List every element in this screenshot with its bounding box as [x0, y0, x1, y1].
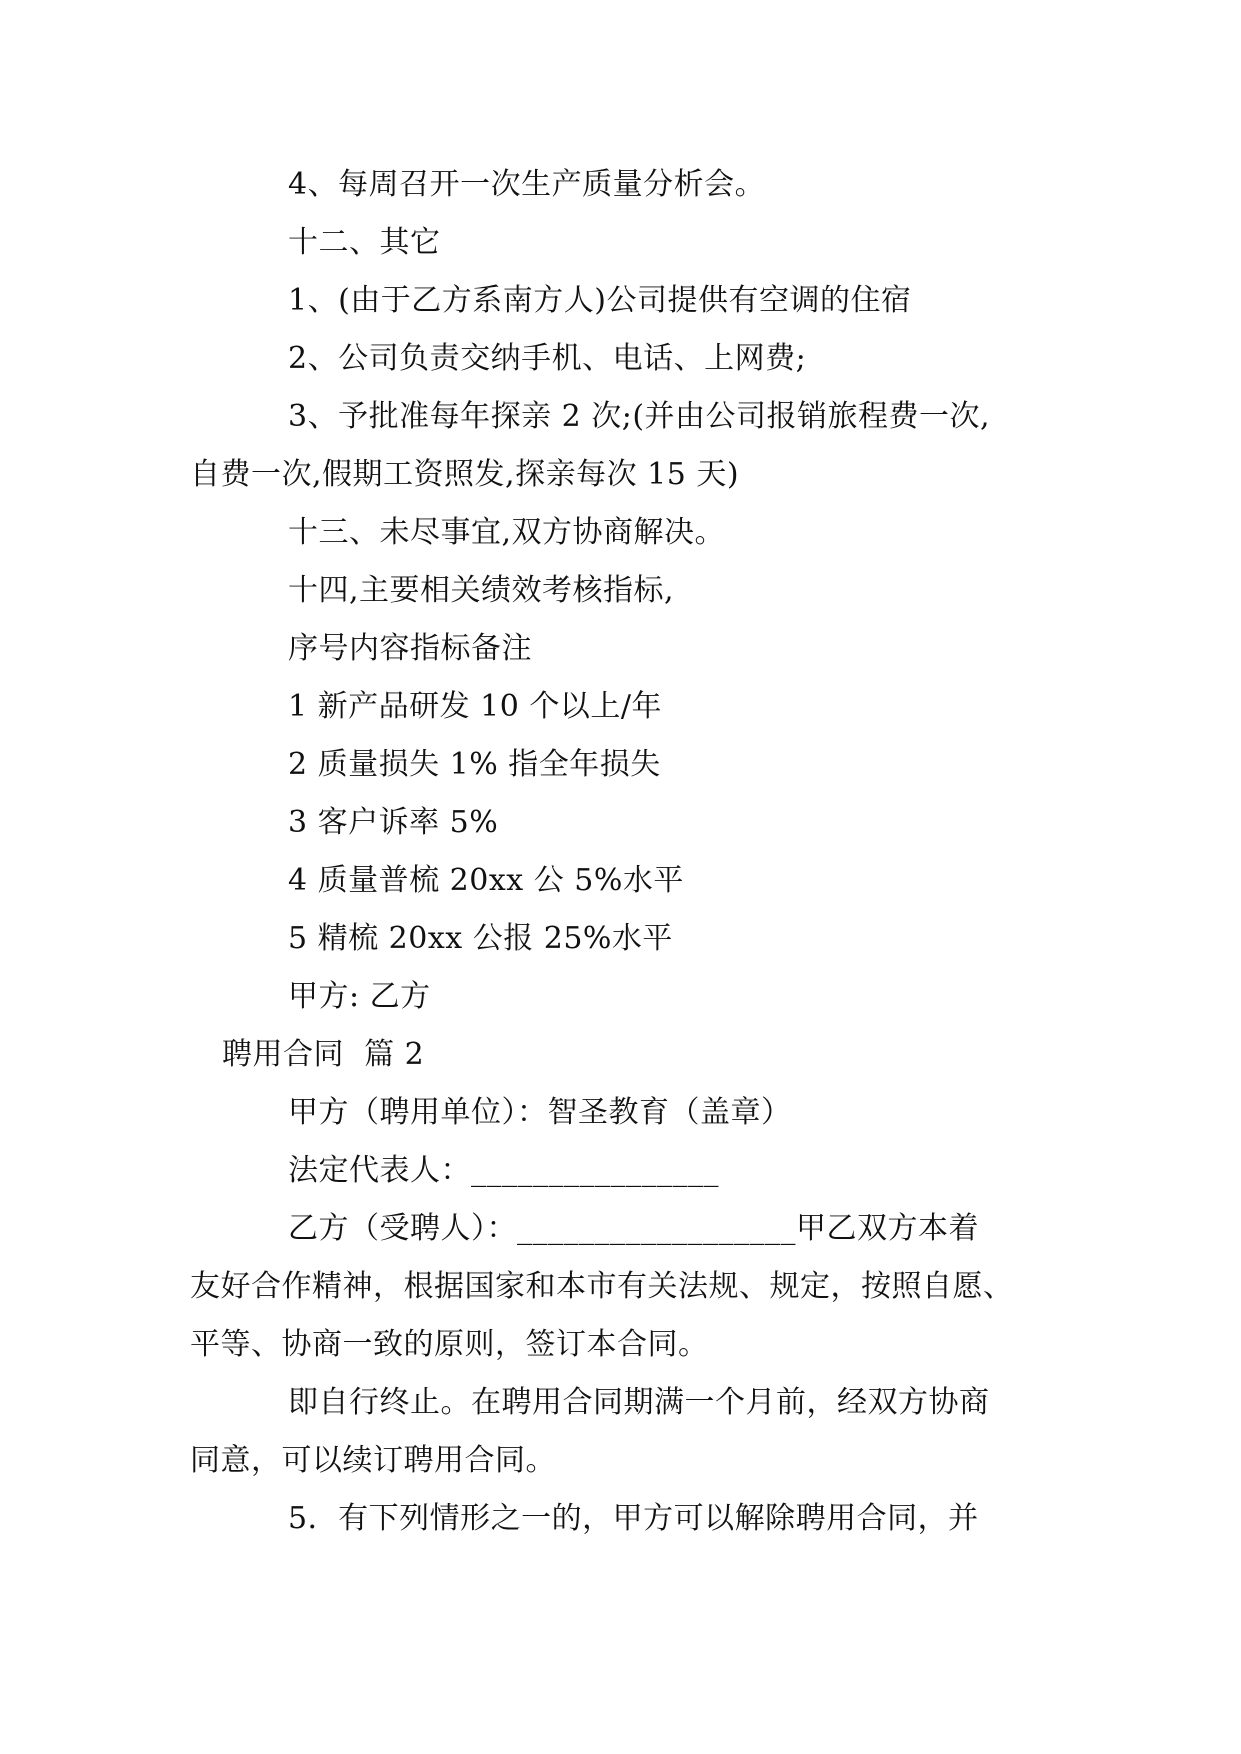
- paragraph-line: 2、公司负责交纳手机、电话、上网费;: [288, 341, 807, 376]
- section-heading: 十三、未尽事宜,双方协商解决。: [288, 515, 726, 550]
- table-row-line: 4 质量普梳 20xx 公 5%水平: [288, 863, 684, 898]
- paragraph-line: 3、予批准每年探亲 2 次;(并由公司报销旅程费一次,: [288, 399, 991, 434]
- paragraph-line: 法定代表人：________________: [288, 1153, 719, 1188]
- paragraph-line: 同意，可以续订聘用合同。: [190, 1443, 556, 1478]
- section-heading: 十四,主要相关绩效考核指标,: [288, 573, 675, 608]
- table-header-line: 序号内容指标备注: [288, 631, 532, 666]
- table-row-line: 2 质量损失 1% 指全年损失: [288, 747, 661, 782]
- paragraph-line: 友好合作精神，根据国家和本市有关法规、规定，按照自愿、: [190, 1269, 1014, 1304]
- signature-line: 甲方: 乙方: [288, 979, 431, 1014]
- paragraph-line: 1、(由于乙方系南方人)公司提供有空调的住宿: [288, 283, 912, 318]
- paragraph-line: 乙方（受聘人）：__________________甲乙双方本着: [288, 1211, 979, 1246]
- paragraph-line: 甲方（聘用单位）：智圣教育（盖章）: [288, 1095, 792, 1130]
- paragraph-line: 自费一次,假期工资照发,探亲每次 15 天): [190, 457, 740, 492]
- paragraph-line: 4、每周召开一次生产质量分析会。: [288, 167, 766, 202]
- table-row-line: 5 精梳 20xx 公报 25%水平: [288, 921, 673, 956]
- contract-title: 聘用合同 篇 2: [222, 1037, 425, 1072]
- paragraph-line: 平等、协商一致的原则，签订本合同。: [190, 1327, 709, 1362]
- paragraph-line: 即自行终止。在聘用合同期满一个月前，经双方协商: [288, 1385, 990, 1420]
- table-row-line: 3 客户诉率 5%: [288, 805, 499, 840]
- table-row-line: 1 新产品研发 10 个以上/年: [288, 689, 662, 724]
- paragraph-line: 5．有下列情形之一的，甲方可以解除聘用合同，并: [288, 1501, 979, 1536]
- section-heading: 十二、其它: [288, 225, 441, 260]
